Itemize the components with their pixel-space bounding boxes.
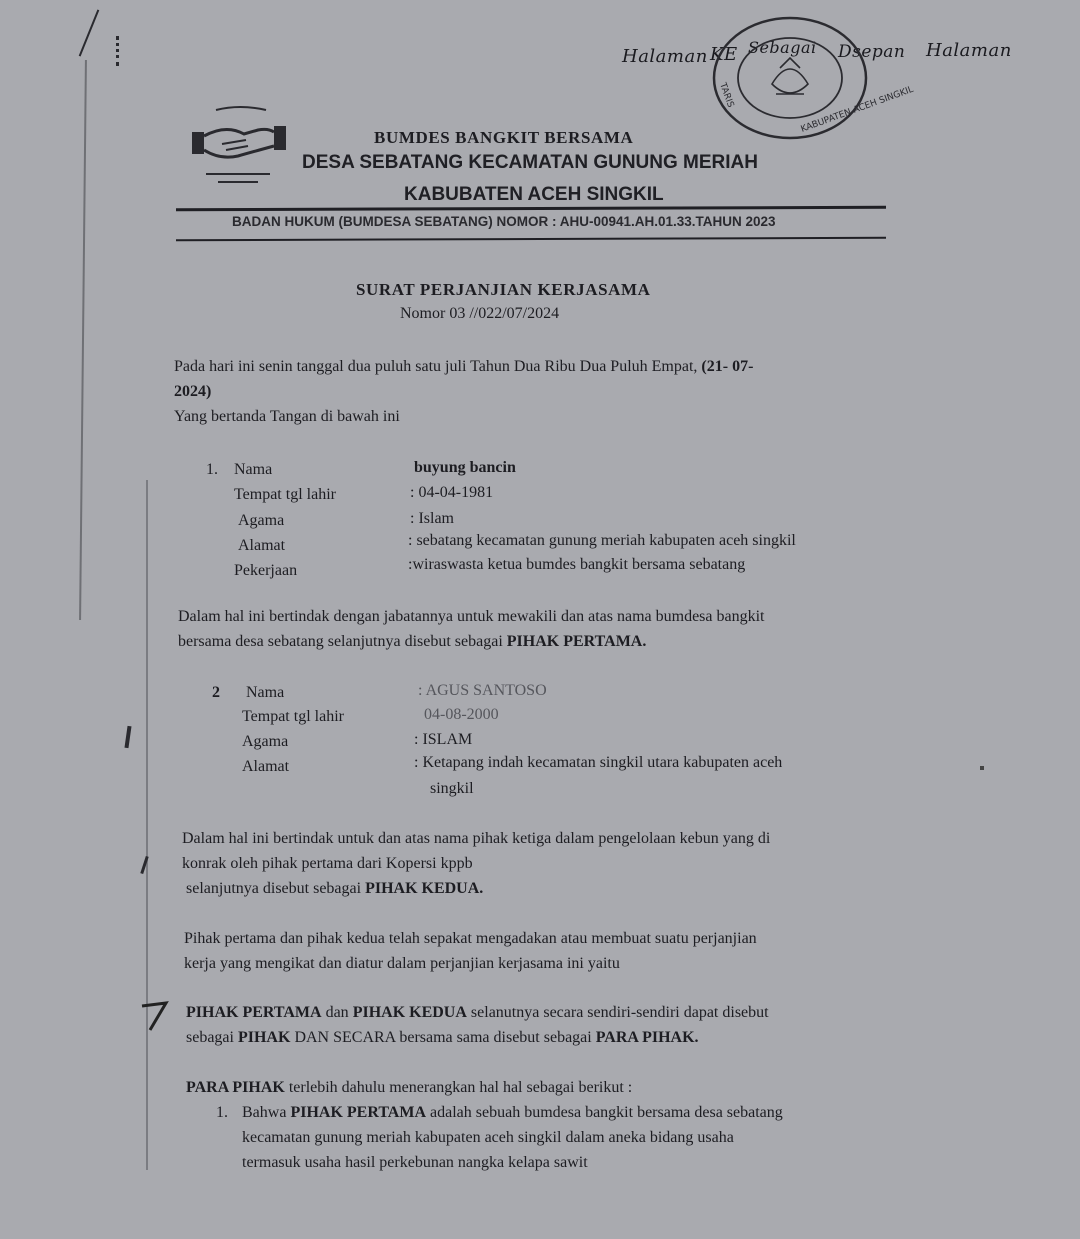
intro-date-b: 2024)	[174, 383, 212, 400]
para2-line3: selanjutnya disebut sebagai	[186, 880, 362, 897]
para4-bold3: PIHAK	[237, 1029, 291, 1046]
pen-mark-mid	[124, 726, 131, 748]
intro-line1: Pada hari ini senin tanggal dua puluh satu juli Tahun Dua Ribu Dua Puluh Empat,	[174, 358, 698, 375]
party1-value-nama: buyung bancin	[414, 459, 516, 476]
speck-right	[980, 766, 984, 770]
party2-label-ttl: Tempat tgl lahir	[242, 708, 344, 725]
header-org-name: BUMDES BANGKIT BERSAMA	[374, 128, 634, 147]
para3-paragraph	[184, 926, 757, 976]
intro-line3: Yang bertanda Tangan di bawah ini	[174, 408, 400, 425]
party2-index: 2	[212, 684, 220, 701]
handwriting-sebagai: Sebagai	[748, 38, 817, 57]
party1-value-pekerjaan: :wiraswasta ketua bumdes bangkit bersama sebatang	[408, 556, 746, 573]
header-legal-number: BADAN HUKUM (BUMDESA SEBATANG) NOMOR : AHU-00941.AH.01.33.TAHUN 2023	[232, 214, 776, 229]
header-rule-top	[176, 206, 886, 211]
document-title: SURAT PERJANJIAN KERJASAMA	[356, 280, 651, 299]
party2-value-alamat-cont: singkil	[430, 780, 474, 797]
item1-line3: termasuk usaha hasil perkebunan nangka kelapa sawit	[242, 1154, 588, 1171]
party2-value-agama: : ISLAM	[414, 731, 473, 748]
para1-paragraph	[178, 604, 764, 654]
pen-mark-dots	[116, 36, 122, 66]
document-number: Nomor 03 //022/07/2024	[400, 305, 560, 322]
party2-label-nama: Nama	[246, 684, 285, 701]
handshake-logo	[186, 104, 292, 188]
item1-paragraph	[242, 1100, 783, 1175]
party1-label-ttl: Tempat tgl lahir	[234, 486, 336, 503]
party1-label-pekerjaan: Pekerjaan	[234, 562, 298, 579]
party1-index: 1.	[206, 461, 218, 478]
para5-bold: PARA PIHAK	[186, 1079, 285, 1096]
pen-mark-seven	[140, 1000, 170, 1032]
para4-bold2: PIHAK KEDUA	[352, 1004, 467, 1021]
para2-bold: PIHAK KEDUA.	[365, 880, 484, 897]
para4-bold4: PARA PIHAK.	[595, 1029, 699, 1046]
header-regency: KABUBATEN ACEH SINGKIL	[404, 184, 664, 205]
item1-index: 1.	[216, 1104, 228, 1121]
para4-paragraph	[186, 1000, 769, 1050]
pen-mark-top	[79, 9, 100, 56]
para1-bold: PIHAK PERTAMA.	[506, 633, 647, 650]
para3-line1: Pihak pertama dan pihak kedua telah sepakat mengadakan atau membuat suatu perjanjian	[184, 930, 757, 947]
para4-text3: sebagai	[186, 1029, 238, 1046]
para2-paragraph	[182, 826, 770, 901]
intro-paragraph	[174, 354, 753, 429]
para2-line1: Dalam hal ini bertindak untuk dan atas nama pihak ketiga dalam pengelolaan kebun yang di	[182, 830, 771, 847]
handwriting-halaman-left: Halaman	[622, 46, 708, 67]
item1-bold: PIHAK PERTAMA	[290, 1104, 427, 1121]
para1-line2: bersama desa sebatang selanjutnya disebut sebagai	[178, 633, 503, 650]
party2-value-nama: : AGUS SANTOSO	[418, 682, 547, 699]
intro-date-a: (21- 07-	[701, 358, 754, 375]
left-fold-line	[79, 60, 87, 620]
para3-line2: kerja yang mengikat dan diatur dalam perjanjian kerjasama ini yaitu	[184, 955, 620, 972]
handwriting-dsepan: Dsepan	[838, 42, 906, 62]
seal-left-text: TARIS	[717, 81, 736, 110]
party1-value-agama: : Islam	[410, 510, 454, 527]
para2-line2: konrak oleh pihak pertama dari Kopersi kppb	[182, 855, 473, 872]
party1-value-alamat: : sebatang kecamatan gunung meriah kabupaten aceh singkil	[408, 532, 796, 549]
item1-text2: adalah sebuah bumdesa bangkit bersama desa sebatang	[426, 1104, 783, 1121]
handwriting-halaman-ke: KE	[710, 44, 738, 65]
para5-text: terlebih dahulu menerangkan hal hal sebagai berikut :	[284, 1079, 633, 1096]
header-village: DESA SEBATANG KECAMATAN GUNUNG MERIAH	[302, 152, 758, 173]
item1-line2: kecamatan gunung meriah kabupaten aceh singkil dalam aneka bidang usaha	[242, 1129, 734, 1146]
para4-bold1: PIHAK PERTAMA	[186, 1004, 322, 1021]
para5-paragraph	[186, 1075, 632, 1100]
party2-label-alamat: Alamat	[242, 758, 290, 775]
para4-text2: selanutnya secara sendiri-sendiri dapat disebut	[466, 1004, 769, 1021]
para4-text4: DAN SECARA bersama sama disebut sebagai	[290, 1029, 596, 1046]
party2-value-ttl: 04-08-2000	[424, 706, 499, 723]
para4-text1: dan	[321, 1004, 353, 1021]
handwriting-halaman-right: Halaman	[926, 40, 1012, 61]
party1-value-ttl: : 04-04-1981	[410, 484, 494, 501]
party2-label-agama: Agama	[242, 733, 289, 750]
party1-label-alamat: Alamat	[238, 537, 286, 554]
item1-text1: Bahwa	[242, 1104, 291, 1121]
party2-value-alamat: : Ketapang indah kecamatan singkil utara kabupaten aceh	[414, 754, 783, 771]
header-rule-bottom	[176, 237, 886, 241]
party1-label-nama: Nama	[234, 461, 273, 478]
seal-ring-text: KABUPATEN ACEH SINGKIL	[799, 84, 915, 135]
party1-label-agama: Agama	[238, 512, 285, 529]
para1-line1: Dalam hal ini bertindak dengan jabatannya untuk mewakili dan atas nama bumdesa bangkit	[178, 608, 765, 625]
left-fold-line-lower	[146, 480, 148, 1170]
